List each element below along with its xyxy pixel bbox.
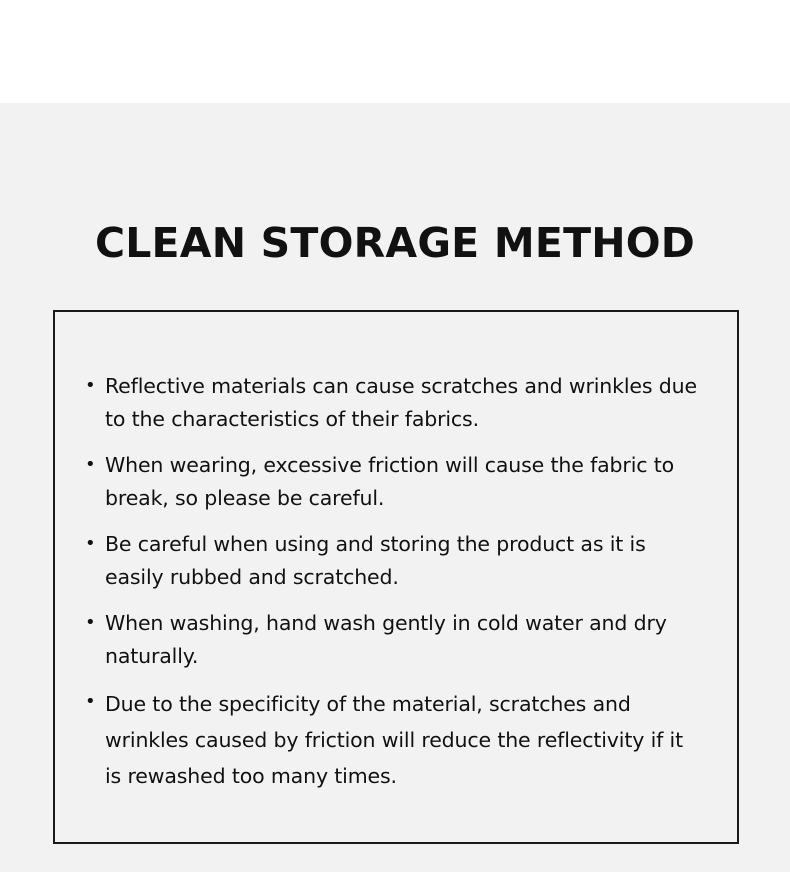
bullet-icon: • bbox=[85, 691, 96, 712]
list-item bbox=[83, 370, 703, 436]
content-panel bbox=[0, 103, 790, 872]
instructions-list bbox=[83, 370, 703, 807]
bullet-icon: • bbox=[85, 533, 96, 554]
list-item bbox=[83, 449, 703, 515]
list-item-text: Reflective materials can cause scratches and wrinkles due to the characteristics of their fabrics. bbox=[105, 374, 697, 431]
list-item-text: Be careful when using and storing the product as it is easily rubbed and scratched. bbox=[105, 532, 646, 589]
top-white-band bbox=[0, 0, 790, 103]
page-title: CLEAN STORAGE METHOD bbox=[94, 219, 696, 267]
instructions-box bbox=[53, 310, 739, 844]
bullet-icon: • bbox=[85, 612, 96, 633]
bullet-icon: • bbox=[85, 375, 96, 396]
list-item bbox=[83, 528, 703, 594]
list-item-text: When wearing, excessive friction will cause the fabric to break, so please be careful. bbox=[105, 453, 675, 510]
bullet-icon: • bbox=[85, 454, 96, 475]
list-item-text: Due to the specificity of the material, scratches and wrinkles caused by friction will reduce the reflectivity if it is rewashed too many times. bbox=[105, 692, 683, 788]
list-item-text: When washing, hand wash gently in cold water and dry naturally. bbox=[105, 611, 667, 668]
list-item bbox=[83, 686, 703, 794]
list-item bbox=[83, 607, 703, 673]
